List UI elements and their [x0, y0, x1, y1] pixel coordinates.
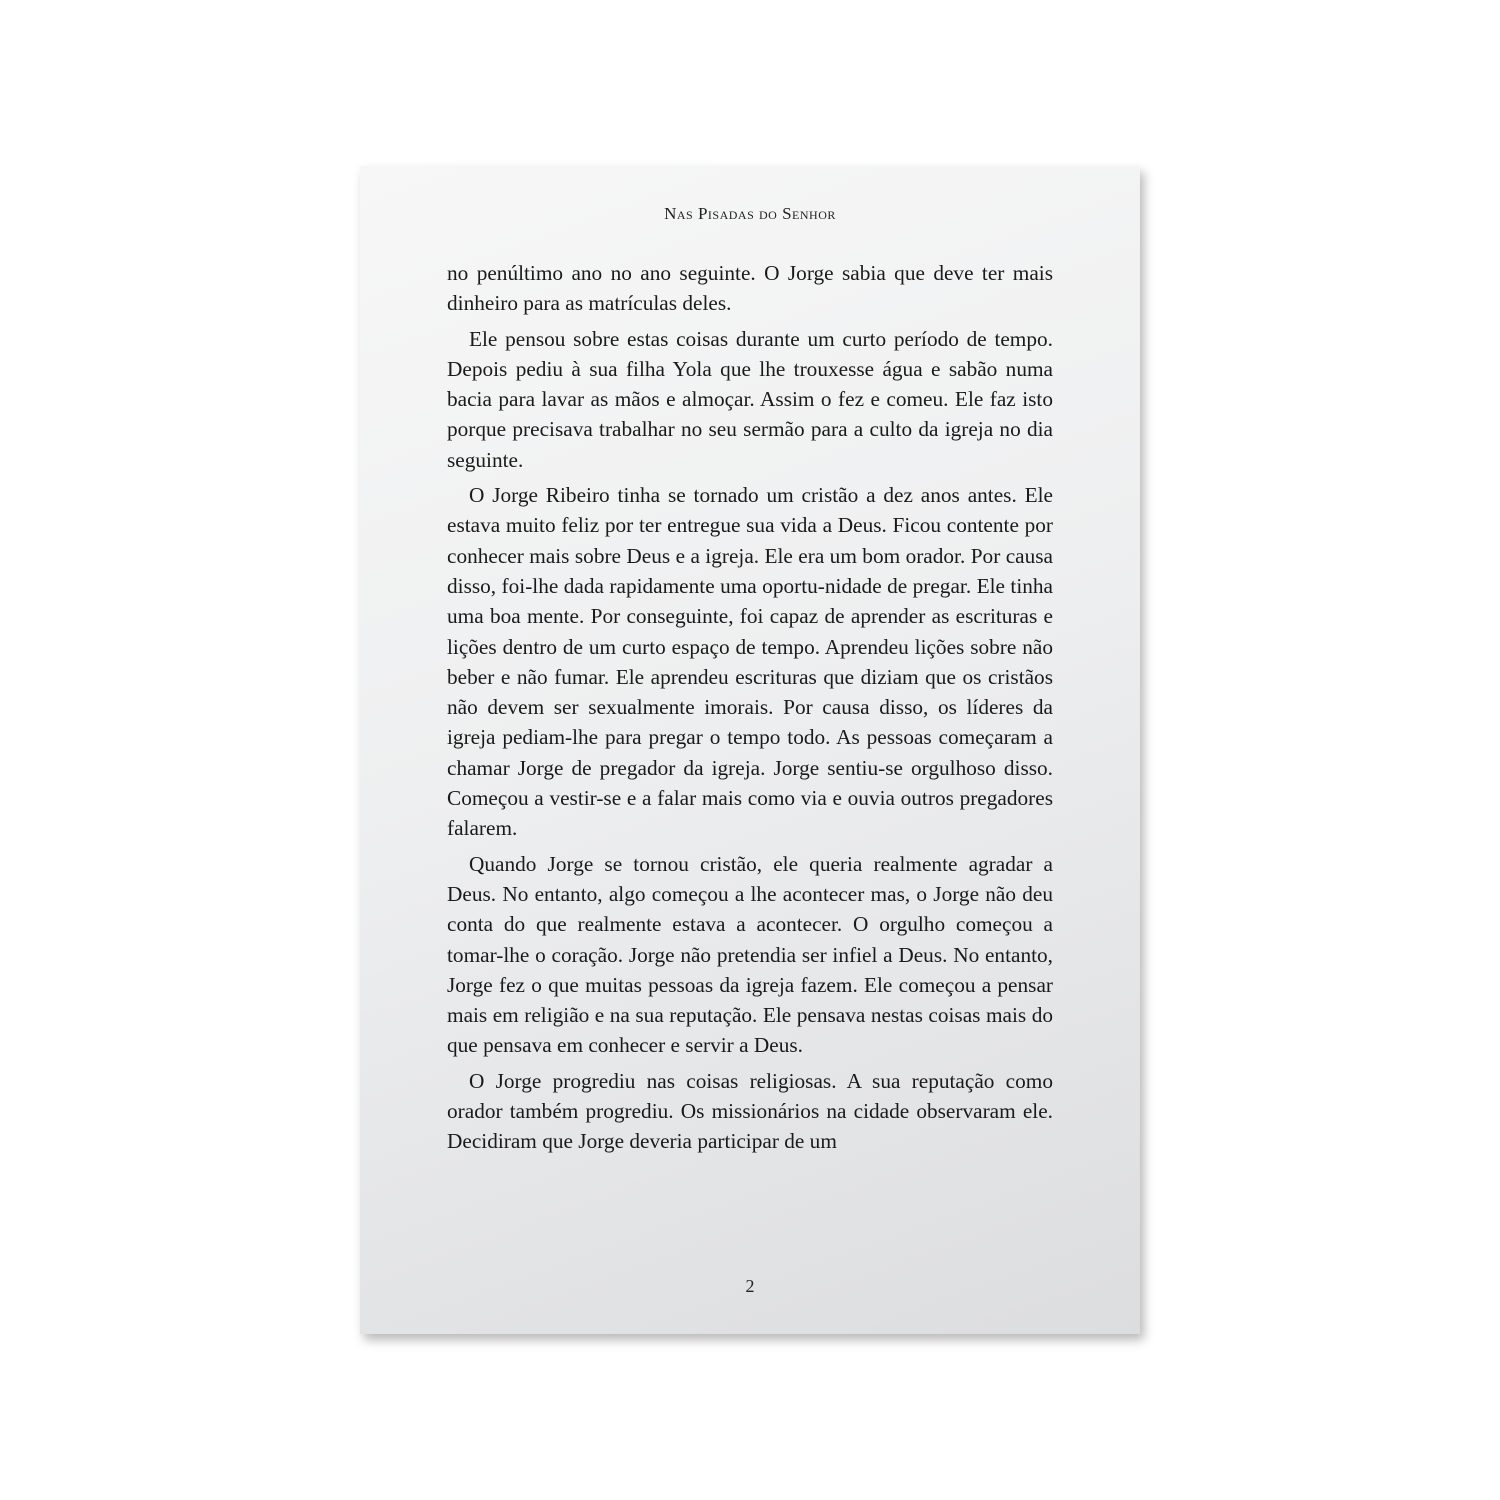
paragraph-4: Quando Jorge se tornou cristão, ele queria realmente agradar a Deus. No entanto, algo começou a lhe acontecer mas, o Jorge não deu conta do que realmente estava a acontecer. O orgulho começou a tomar-lhe o coração. Jorge não pretendia ser infiel a Deus. No entanto, Jorge fez o que muitas pessoas da igreja fazem. Ele começou a pensar mais em religião e na sua reputação. Ele pensava nestas coisas mais do que pensava em conhecer e servir a Deus. — [447, 851, 1053, 1058]
book-page — [360, 166, 1140, 1334]
body-text — [447, 258, 1053, 1162]
paragraph-1: no penúltimo ano no ano seguinte. O Jorge sabia que deve ter mais dinheiro para as matrículas deles. — [447, 261, 1053, 316]
paragraph-5: O Jorge progrediu nas coisas religiosas. A sua reputação como orador também progrediu. Os missionários na cidade observaram ele. Decidiram que Jorge deveria participar de um — [447, 1068, 1053, 1154]
running-head: Nas Pisadas do Senhor — [664, 204, 836, 223]
paragraph-3: O Jorge Ribeiro tinha se tornado um cristão a dez anos antes. Ele estava muito feliz por ter entregue sua vida a Deus. Ficou contente por conhecer mais sobre Deus e a igreja. Ele era um bom orador. Por causa disso, foi-lhe dada rapidamente uma oportu-nidade de pregar. Ele tinha uma boa mente. Por conseguinte, foi capaz de aprender as escrituras e lições dentro de um curto espaço de tempo. Aprendeu lições sobre não beber e não fumar. Ele aprendeu escrituras que diziam que os cristãos não devem ser sexualmente imorais. Por causa disso, os líderes da igreja pediam-lhe para pregar o tempo todo. As pessoas começaram a chamar Jorge de pregador da igreja. Jorge sentiu-se orgulhoso disso. Começou a vestir-se e a falar mais como via e ouvia outros pregadores falarem. — [447, 483, 1053, 841]
page-number: 2 — [745, 1276, 755, 1296]
paragraph-2: Ele pensou sobre estas coisas durante um curto período de tempo. Depois pediu à sua filha Yola que lhe trouxesse água e sabão numa bacia para lavar as mãos e almoçar. Assim o fez e comeu. Ele faz isto porque precisava trabalhar no seu sermão para a culto da igreja no dia seguinte. — [447, 326, 1053, 472]
